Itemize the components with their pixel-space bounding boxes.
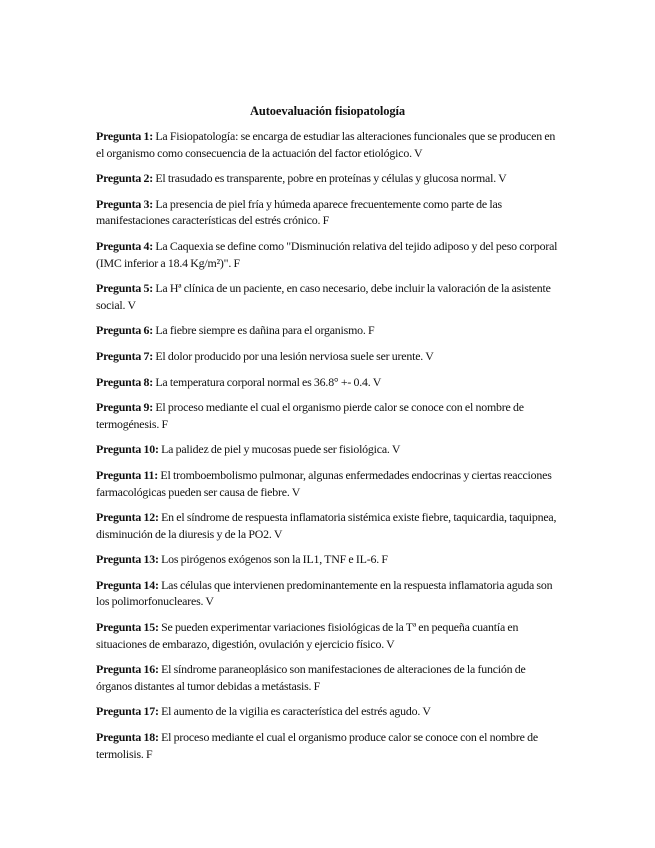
question-label: Pregunta 4: [96,238,153,253]
question-item [96,348,558,365]
question-text: El proceso mediante el cual el organismo pierde calor se conoce con el nombre de termogénesis. F [96,400,524,431]
question-item [96,509,558,542]
question-item [96,196,558,229]
question-text: La Caquexia se define como "Disminución relativa del tejido adiposo y del peso corporal (IMC inferior a 18.4 Kg/m²)". F [96,238,558,270]
question-label: Pregunta 11: [96,467,159,482]
question-label: Pregunta 3: [96,196,153,211]
question-label: Pregunta 10: [96,442,159,457]
question-label: Pregunta 1: [96,129,153,143]
question-label: Pregunta 17: [96,704,159,719]
question-text: La palidez de piel y mucosas puede ser fisiológica. V [161,442,401,457]
question-label: Pregunta 14: [96,577,159,592]
question-item [96,374,558,391]
question-text: La temperatura corporal normal es 36.8° +- 0.4. V [155,374,382,389]
question-item [96,128,558,161]
question-label: Pregunta 9: [96,400,153,415]
question-label: Pregunta 2: [96,171,153,186]
question-item [96,441,558,458]
question-text: El síndrome paraneoplásico son manifestaciones de alteraciones de la función de órganos distantes al tumor debidas a metástasis. F [96,662,526,693]
question-text: La fiebre siempre es dañina para el organismo. F [155,323,375,338]
question-item [96,661,558,694]
question-text: El proceso mediante el cual el organismo produce calor se conoce con el nombre de termolisis. F [96,730,538,761]
question-item [96,551,558,568]
document-title: Autoevaluación fisiopatología [249,104,406,118]
question-label: Pregunta 16: [96,662,159,677]
question-item [96,577,558,610]
question-label: Pregunta 6: [96,323,153,338]
question-text: La Hª clínica de un paciente, en caso necesario, debe incluir la valoración de la asistente social. V [96,281,551,312]
question-text: En el síndrome de respuesta inflamatoria sistémica existe fiebre, taquicardia, taquipnea, disminución de la diuresis y de la PO2. V [96,510,557,541]
question-text: Se pueden experimentar variaciones fisiológicas de la Tª en pequeña cuantía en situaciones de embarazo, digestión, ovulación y ejercicio físico. V [96,620,519,651]
question-item [96,399,558,432]
question-item [96,467,558,500]
question-label: Pregunta 18: [96,730,159,745]
question-label: Pregunta 13: [96,552,159,567]
question-item [96,619,558,652]
question-label: Pregunta 5: [96,281,153,296]
question-item [96,238,558,271]
question-text: La presencia de piel fría y húmeda aparece frecuentemente como parte de las manifestaciones características del estrés crónico. F [96,196,502,228]
question-item [96,703,558,720]
question-label: Pregunta 7: [96,348,153,363]
question-text: La Fisiopatología: se encarga de estudiar las alteraciones funcionales que se producen en el organismo como consecuencia de la actuación del factor etiológico. V [96,129,556,160]
question-text: Las células que intervienen predominantemente en la respuesta inflamatoria aguda son los polimorfonucleares. V [96,577,553,609]
question-text: El aumento de la vigilia es característica del estrés agudo. V [161,704,431,719]
question-text: El dolor producido por una lesión nerviosa suele ser urente. V [155,348,434,363]
question-item [96,729,558,762]
question-text: El tromboembolismo pulmonar, algunas enfermedades endocrinas y ciertas reacciones farmacológicas pueden ser causa de fiebre. V [96,467,552,499]
question-item [96,170,558,187]
question-item [96,280,558,313]
question-item [96,322,558,339]
question-label: Pregunta 15: [96,620,159,635]
question-text: Los pirógenos exógenos son la IL1, TNF e IL-6. F [161,552,388,567]
question-label: Pregunta 12: [96,510,159,525]
question-text: El trasudado es transparente, pobre en proteínas y células y glucosa normal. V [155,171,507,186]
question-label: Pregunta 8: [96,374,153,389]
question-list [96,128,558,771]
